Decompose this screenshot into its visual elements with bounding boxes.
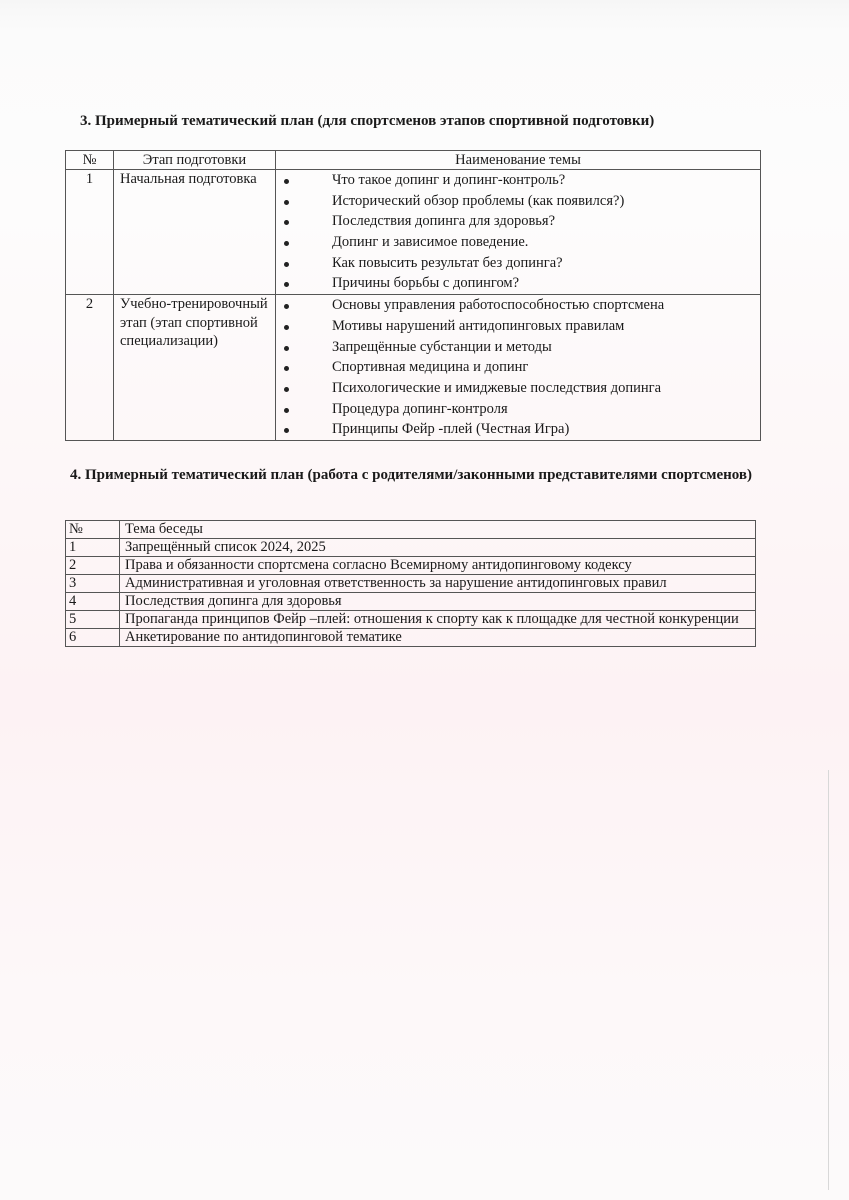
section3-heading: 3. Примерный тематический план (для спортсменов этапов спортивной подготовки) [80,113,655,129]
list-item [280,211,760,232]
topic-text: Запрещённые субстанции и методы [332,338,552,355]
bullet-icon [284,304,289,309]
list-item [280,357,760,378]
topic-list [280,170,760,294]
bullet-icon [284,366,289,371]
list-item [280,337,760,358]
topic-text: Исторический обзор проблемы (как появился?) [332,192,625,209]
section3-table [65,150,761,441]
bullet-icon [284,262,289,267]
topic-cell [276,295,761,441]
topic-list [280,295,760,440]
conversation-topic: Запрещённый список 2024, 2025 [120,539,756,557]
table-row [66,575,756,593]
column-header-stage: Этап подготовки [114,151,276,170]
topic-text: Мотивы нарушений антидопинговых правилам [332,317,625,334]
table-row [66,539,756,557]
conversation-topic: Административная и уголовная ответственность за нарушение антидопинговых правил [120,575,756,593]
bullet-icon [284,387,289,392]
table-row [66,593,756,611]
stage-name: Учебно-тренировочный этап (этап спортивной специализации) [114,295,276,441]
row-number: 6 [66,629,120,647]
table-row [66,629,756,647]
row-number: 2 [66,557,120,575]
bullet-icon [284,428,289,433]
table-row [66,557,756,575]
list-item [280,170,760,191]
topic-text: Что такое допинг и допинг-контроль? [332,172,566,188]
list-item [280,295,760,316]
scan-edge-line [828,770,829,1190]
topic-text: Причины борьбы с допингом? [332,275,520,292]
list-item [280,419,760,440]
bullet-icon [284,179,289,184]
bullet-icon [284,325,289,330]
section4-table [65,520,756,647]
column-header-topic: Тема беседы [120,521,756,539]
conversation-topic: Пропаганда принципов Фейр –плей: отношения к спорту как к площадке для честной конкуренции [120,611,756,629]
row-number: 3 [66,575,120,593]
topic-text: Процедура допинг-контроля [332,400,508,417]
bullet-icon [284,282,289,287]
row-number: 5 [66,611,120,629]
conversation-topic: Права и обязанности спортсмена согласно Всемирному антидопинговому кодексу [120,557,756,575]
table-row [66,611,756,629]
bullet-icon [284,241,289,246]
table-row [66,170,761,295]
bullet-icon [284,408,289,413]
table-header-row [66,521,756,539]
conversation-topic: Анкетирование по антидопинговой тематике [120,629,756,647]
list-item [280,191,760,212]
list-item [280,399,760,420]
row-number: 1 [66,170,114,295]
list-item [280,316,760,337]
bullet-icon [284,200,289,205]
bullet-icon [284,346,289,351]
list-item [280,378,760,399]
topic-text: Как повысить результат без допинга? [332,254,563,271]
list-item [280,253,760,274]
list-item [280,273,760,294]
topic-text: Допинг и зависимое поведение. [332,234,529,251]
column-header-topic: Наименование темы [276,151,761,170]
conversation-topic: Последствия допинга для здоровья [120,593,756,611]
column-header-number: № [66,151,114,170]
row-number: 4 [66,593,120,611]
row-number: 1 [66,539,120,557]
section4-heading: 4. Примерный тематический план (работа с родителями/законными представителями спортсменов) [70,467,752,483]
topic-text: Последствия допинга для здоровья? [332,213,556,230]
topic-text: Принципы Фейр -плей (Честная Игра) [332,421,570,438]
column-header-number: № [66,521,120,539]
topic-cell [276,170,761,295]
table-header-row [66,151,761,170]
stage-name: Начальная подготовка [114,170,276,295]
topic-text: Основы управления работоспособностью спортсмена [332,297,665,314]
topic-text: Психологические и имиджевые последствия допинга [332,379,662,396]
row-number: 2 [66,295,114,441]
topic-text: Спортивная медицина и допинг [332,359,529,376]
list-item [280,232,760,253]
table-row [66,295,761,441]
bullet-icon [284,220,289,225]
